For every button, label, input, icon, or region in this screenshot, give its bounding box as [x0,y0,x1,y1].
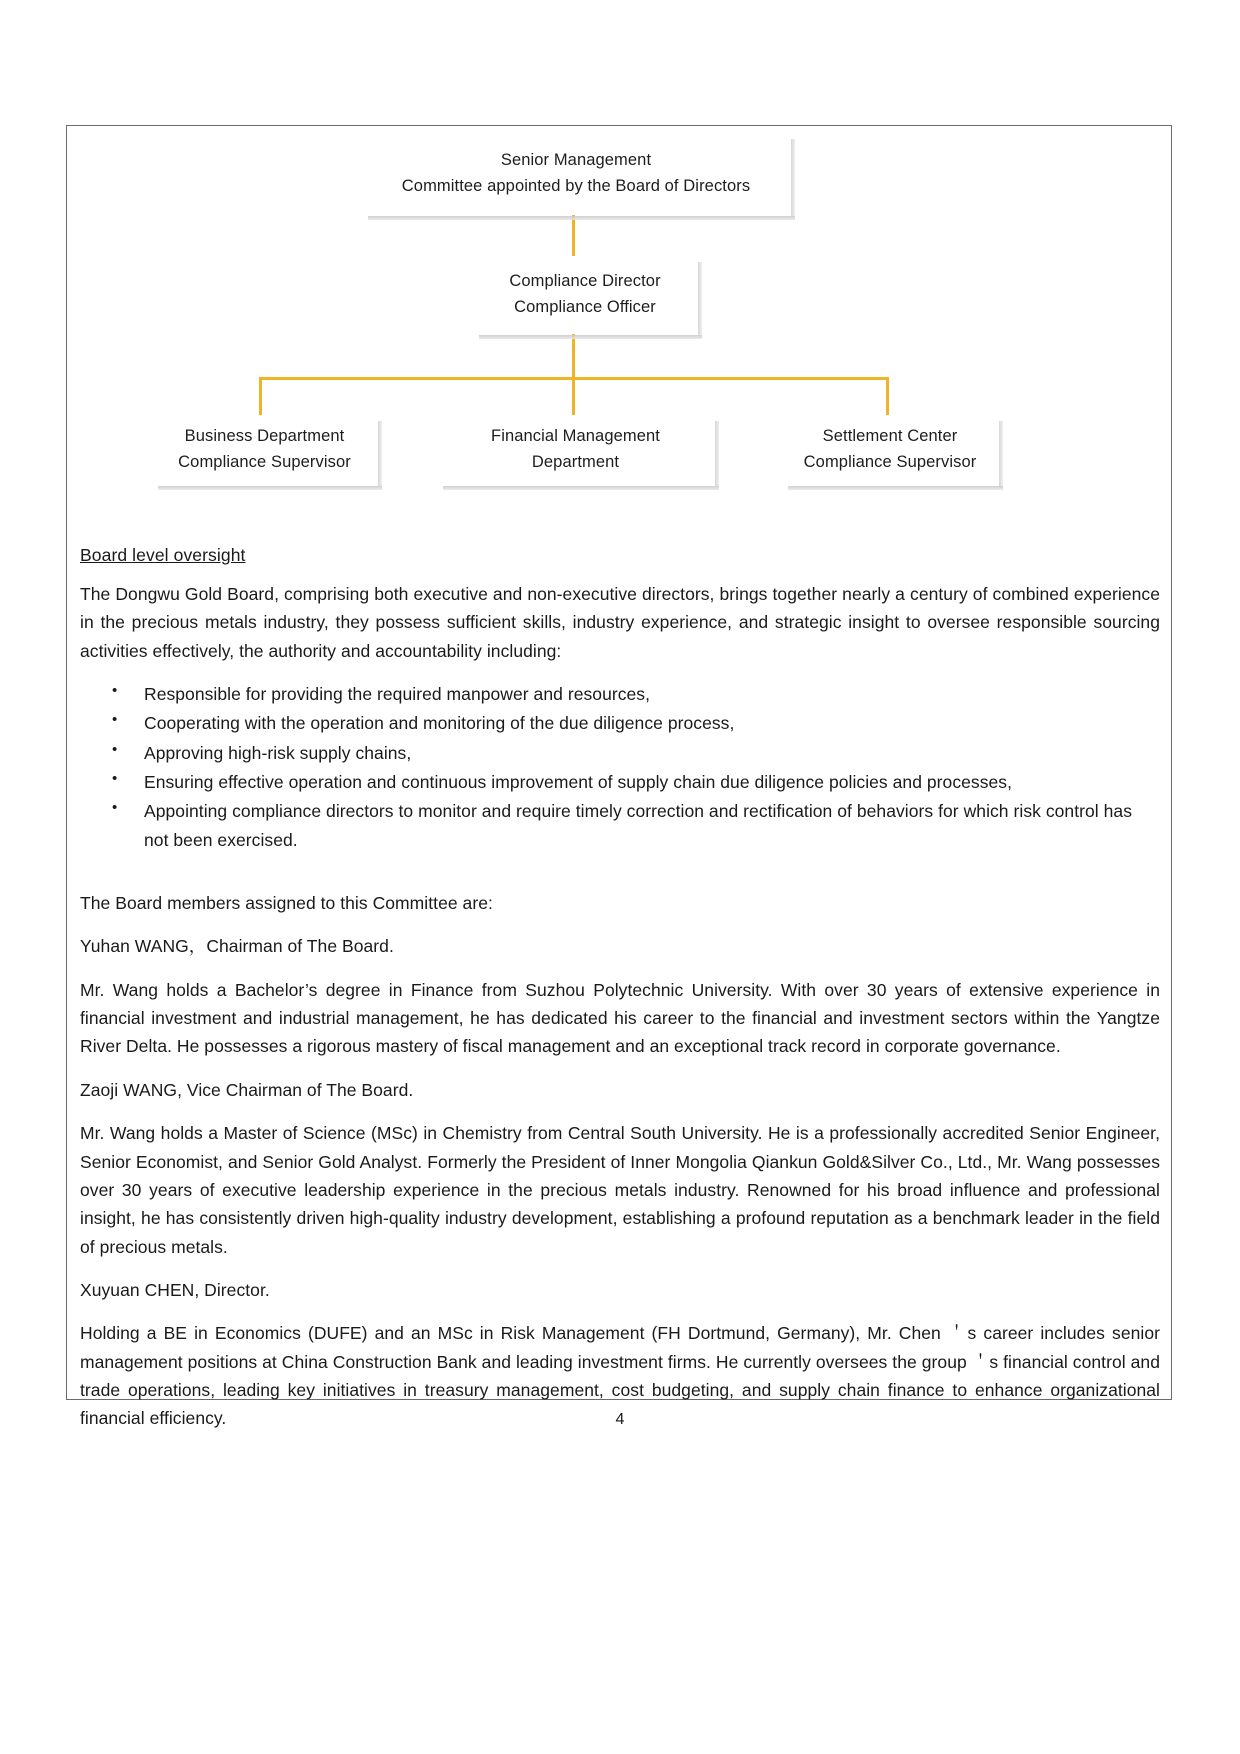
member-name-yuhan-wang: Yuhan WANG，Chairman of The Board. [80,936,394,957]
paragraph-committee-intro: The Board members assigned to this Committee are: [80,893,493,914]
connector-to-business-department [259,377,262,417]
spacer [80,855,1160,889]
org-node-compliance-director-line2: Compliance Officer [514,298,656,316]
list-item: • Ensuring effective operation and continuous improvement of supply chain due diligence policies and processes, [80,768,1132,796]
org-node-senior-management-line2: Committee appointed by the Board of Directors [401,177,751,195]
document-body [80,545,1160,1433]
org-node-compliance-director [473,256,697,334]
org-node-senior-management-line1: Senior Management [500,151,652,170]
org-node-financial-management-department [437,415,714,485]
member-bio-xuyuan-chen: Holding a BE in Economics (DUFE) and an MSc in Risk Management (FH Dortmund, Germany), Mr. Chen ＇s career includes senior management positions at China Construction Bank and leading investment firms. He currently oversees the group ＇s financial control and trade operations, leading key initiatives in treasury management, cost budgeting, and supply chain finance to enhance organizational financial efficiency. [80,1323,1160,1429]
org-node-business-department-line1: Business Department [184,427,345,446]
connector-senior-to-compliance [572,214,575,258]
section-heading-board-level-oversight: Board level oversight [80,545,246,565]
org-node-senior-management [362,133,790,215]
paragraph-board-intro: The Dongwu Gold Board, comprising both executive and non-executive directors, brings together nearly a century of combined experience in the precious metals industry, they possess sufficient skills, industry experience, and strategic insight to oversee responsible sourcing activities effectively, the authority and accountability including: [80,584,1160,661]
list-item: • Approving high-risk supply chains, [80,739,1132,767]
list-item: • Responsible for providing the required manpower and resources, [80,680,1132,708]
connector-horizontal-bus [259,377,889,380]
org-node-settlement-center [782,415,998,485]
page-number: 4 [615,1411,625,1428]
member-name-xuyuan-chen: Xuyuan CHEN, Director. [80,1279,270,1300]
connector-to-settlement-center [886,377,889,417]
member-bio-zaoji-wang: Mr. Wang holds a Master of Science (MSc) in Chemistry from Central South University. He is a professionally accredited Senior Engineer, Senior Economist, and Senior Gold Analyst. Formerly the President of Inner Mongolia Qiankun Gold&Silver Co., Ltd., Mr. Wang possesses over 30 years of executive leadership experience in the precious metals industry. Renowned for his broad influence and professional insight, he has consistently driven high-quality industry development, establishing a profound reputation as a benchmark leader in the field of precious metals. [80,1123,1160,1257]
compliance-org-chart [66,125,1172,520]
org-node-settlement-center-line1: Settlement Center [822,427,958,446]
org-node-business-department [152,415,377,485]
org-node-financial-management-line1: Financial Management [491,427,660,446]
org-node-business-department-line2: Compliance Supervisor [178,453,351,471]
member-name-zaoji-wang: Zaoji WANG, Vice Chairman of The Board. [80,1079,414,1100]
member-bio-yuhan-wang: Mr. Wang holds a Bachelor’s degree in Finance from Suzhou Polytechnic University. With over 30 years of extensive experience in financial investment and industrial management, he has dedicated his career to the financial and investment sectors within the Yangtze River Delta. He possesses a rigorous mastery of fiscal management and an exceptional track record in corporate governance. [80,979,1160,1057]
org-node-compliance-director-line1: Compliance Director [509,272,661,291]
board-duties-list [80,680,1160,854]
connector-compliance-to-branch [572,334,575,416]
org-node-settlement-center-line2: Compliance Supervisor [803,453,977,471]
org-node-financial-management-line2: Department [531,453,620,471]
list-item: • Cooperating with the operation and monitoring of the due diligence process, [80,709,1132,737]
list-item: • Appointing compliance directors to monitor and require timely correction and rectification of behaviors for which risk control has not been exercised. [80,797,1132,854]
